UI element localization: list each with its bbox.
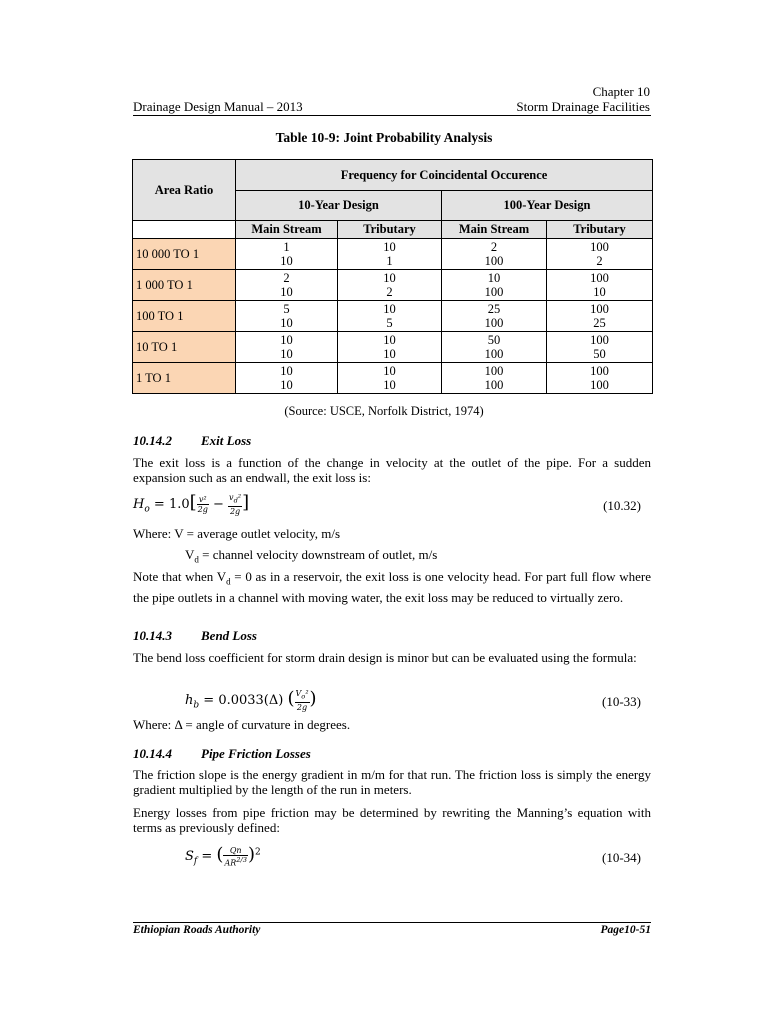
section-title: Exit Loss — [201, 433, 252, 448]
frequency-bottom-value: 10 — [383, 378, 396, 392]
frequency-bottom-value: 10 — [383, 347, 396, 361]
frequency-header: Frequency for Coincidental Occurence — [236, 160, 653, 191]
frequency-cell — [442, 332, 547, 363]
frequency-cell — [442, 363, 547, 394]
note-text-a: Note that when V — [133, 569, 227, 584]
frequency-top-value: 100 — [590, 333, 609, 347]
frequency-bottom-value: 100 — [484, 316, 504, 330]
chapter-label: Chapter 10 — [592, 84, 650, 99]
equation-10-33: $h_b = 0.0033(\Delta)$ ( $\frac{V_o^2}{2g}$ ) — [185, 688, 317, 712]
table-row — [133, 363, 653, 394]
frequency-bottom-value: 100 — [484, 347, 504, 361]
frequency-bottom-value: 10 — [593, 285, 606, 299]
note-paragraph: Note that when $V_d = 0$ as in a reservoir, the exit loss is one velocity head. For part full flow where the pipe outlets in a channel with moving water, the exit loss may be reduced to virtually zero. — [133, 569, 651, 605]
where-channel-velocity: $V_d$ = channel velocity downstream of outlet, m/s — [185, 547, 438, 565]
frequency-bottom-value: 100 — [484, 285, 504, 299]
frequency-cell — [236, 270, 338, 301]
frequency-top-value: 10 — [383, 333, 396, 347]
section-heading-exit-loss — [133, 433, 251, 449]
design-100-header: 100-Year Design — [442, 191, 653, 221]
note-text-b: = 0 as in a reservoir, the exit loss is one velocity head. For part full flow where the pipe outlets in a channel with moving water, the exit loss may be reduced to virtually zero. — [133, 569, 651, 605]
frequency-cell — [236, 239, 338, 270]
equation-number: (10-34) — [602, 850, 641, 865]
section-number: 10.14.4 — [133, 746, 172, 761]
frequency-bottom-value: 100 — [484, 254, 504, 268]
frequency-cell — [338, 239, 442, 270]
frequency-bottom-value: 100 — [484, 378, 504, 392]
frequency-cell — [338, 332, 442, 363]
manual-title: Drainage Design Manual – 2013 — [133, 99, 303, 114]
equation-10-34: $S_f$ = ( $\frac{Qn}{AR^{2/3}}$ )$^2$ — [185, 844, 261, 868]
frequency-cell — [236, 363, 338, 394]
footer — [133, 924, 651, 936]
section-number: 10.14.3 — [133, 628, 172, 643]
frequency-cell — [547, 301, 653, 332]
frequency-top-value: 1 — [283, 240, 290, 254]
frequency-cell — [442, 301, 547, 332]
equation-number: (10-33) — [602, 694, 641, 709]
frequency-top-value: 5 — [283, 302, 290, 316]
equation-10-32: $H_o = 1.0$[ $\frac{\text{v²}}{2g}$ − $\frac{v_d^2}{2g}$ ] — [133, 492, 250, 516]
frequency-bottom-value: 25 — [593, 316, 606, 330]
where-outlet-velocity: Where: V = average outlet velocity, m/s — [133, 526, 341, 541]
area-ratio-cell: 1 000 TO 1 — [133, 270, 236, 301]
frequency-cell — [547, 270, 653, 301]
col-main-stream-100: Main Stream — [442, 221, 547, 239]
frequency-top-value: 2 — [283, 271, 290, 285]
frequency-cell — [338, 301, 442, 332]
section-title: Bend Loss — [201, 628, 257, 643]
table-source: (Source: USCE, Norfolk District, 1974) — [284, 404, 484, 418]
frequency-top-value: 50 — [487, 333, 501, 347]
frequency-top-value: 100 — [590, 364, 609, 378]
section-heading-bend-loss — [133, 628, 257, 644]
table-title: Table 10-9: Joint Probability Analysis — [275, 130, 493, 145]
frequency-bottom-value: 5 — [386, 316, 393, 330]
frequency-bottom-value: 10 — [280, 254, 293, 268]
friction-paragraph-2: Energy losses from pipe friction may be determined by rewriting the Manning’s equation with terms as previously defined: — [133, 805, 651, 835]
section-heading-pipe-friction — [133, 746, 311, 762]
equation-number: (10.32) — [603, 498, 641, 513]
frequency-bottom-value: 100 — [590, 378, 609, 392]
frequency-cell — [236, 301, 338, 332]
frequency-top-value: 10 — [280, 364, 293, 378]
page-number: Page10-51 — [600, 924, 651, 936]
col-main-stream-10: Main Stream — [236, 221, 338, 239]
frequency-top-value: 100 — [590, 240, 609, 254]
frequency-bottom-value: 10 — [280, 316, 293, 330]
section-title: Storm Drainage Facilities — [516, 99, 650, 114]
frequency-cell — [338, 363, 442, 394]
frequency-top-value: 10 — [280, 333, 293, 347]
frequency-bottom-value: 1 — [386, 254, 393, 268]
frequency-cell — [442, 270, 547, 301]
design-10-header: 10-Year Design — [236, 191, 442, 221]
frequency-top-value: 25 — [487, 302, 501, 316]
footer-rule — [133, 922, 651, 923]
friction-paragraph-1: The friction slope is the energy gradient in m/m for that run. The friction loss is simply the energy gradient multiplied by the length of the run in meters. — [133, 767, 651, 797]
area-ratio-cell: 100 TO 1 — [133, 301, 236, 332]
bend-loss-paragraph: The bend loss coefficient for storm drain design is minor but can be evaluated using the formula: — [133, 650, 637, 665]
frequency-cell — [547, 363, 653, 394]
col-tributary-10: Tributary — [338, 221, 442, 239]
frequency-top-value: 100 — [484, 364, 504, 378]
joint-probability-table — [132, 159, 653, 394]
bend-where: Where: Δ = angle of curvature in degrees. — [133, 717, 351, 732]
frequency-top-value: 2 — [490, 240, 498, 254]
frequency-bottom-value: 50 — [593, 347, 606, 361]
frequency-bottom-value: 10 — [280, 378, 293, 392]
frequency-top-value: 10 — [383, 271, 396, 285]
frequency-top-value: 10 — [487, 271, 501, 285]
area-ratio-cell: 10 000 TO 1 — [133, 239, 236, 270]
section-number: 10.14.2 — [133, 433, 172, 448]
frequency-top-value: 10 — [383, 240, 396, 254]
area-ratio-cell: 1 TO 1 — [133, 363, 236, 394]
frequency-bottom-value: 10 — [280, 347, 293, 361]
frequency-top-value: 100 — [590, 302, 609, 316]
frequency-top-value: 10 — [383, 364, 396, 378]
frequency-bottom-value: 10 — [280, 285, 293, 299]
table-row — [133, 270, 653, 301]
frequency-cell — [547, 332, 653, 363]
area-ratio-header: Area Ratio — [133, 160, 236, 221]
frequency-top-value: 100 — [590, 271, 609, 285]
frequency-cell — [338, 270, 442, 301]
table-row — [133, 301, 653, 332]
blank-header-cell — [133, 221, 236, 239]
frequency-top-value: 10 — [383, 302, 396, 316]
exit-loss-paragraph: The exit loss is a function of the change in velocity at the outlet of the pipe. For a sudden expansion such as an endwall, the exit loss is: — [133, 455, 651, 485]
frequency-cell — [236, 332, 338, 363]
area-ratio-cell: 10 TO 1 — [133, 332, 236, 363]
table-row — [133, 239, 653, 270]
header-rule — [133, 115, 651, 116]
frequency-bottom-value: 2 — [386, 285, 393, 299]
col-tributary-100: Tributary — [547, 221, 653, 239]
section-title: Pipe Friction Losses — [201, 746, 311, 761]
frequency-bottom-value: 2 — [596, 254, 603, 268]
table-row — [133, 332, 653, 363]
frequency-cell — [442, 239, 547, 270]
frequency-cell — [547, 239, 653, 270]
where-channel-velocity-text: = channel velocity downstream of outlet, m/s — [202, 547, 438, 562]
footer-authority: Ethiopian Roads Authority — [133, 924, 261, 936]
